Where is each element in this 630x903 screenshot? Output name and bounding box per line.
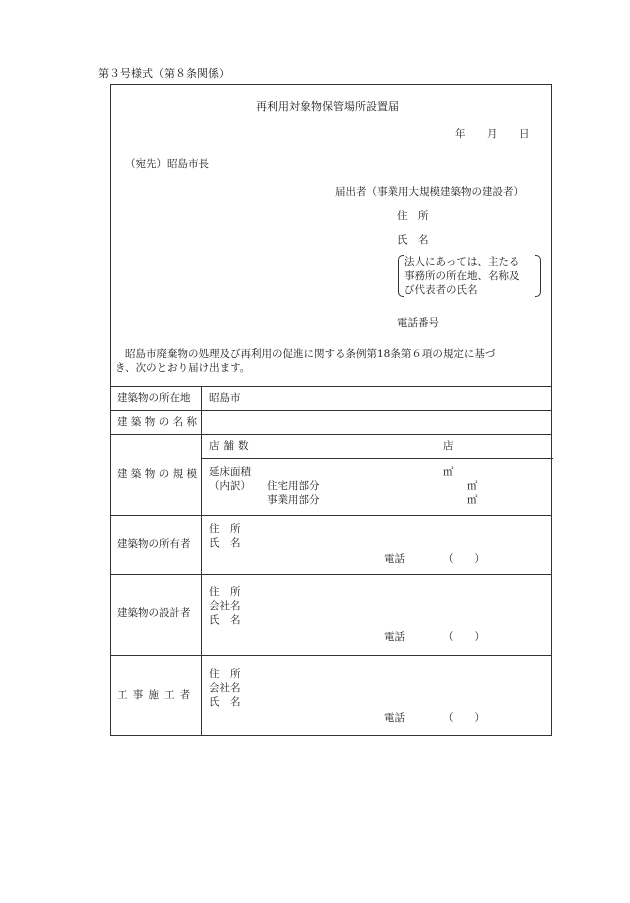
owner-phone-label: 電話 xyxy=(384,553,405,565)
corp-note-line-3: び代表者の氏名 xyxy=(404,284,478,296)
business-unit: ㎡ xyxy=(467,494,478,506)
store-count-label: 店舗数 xyxy=(209,440,253,452)
contractor-phone-parens[interactable]: （ ） xyxy=(443,712,485,724)
designer-name-label: 氏 名 xyxy=(209,614,241,626)
notification-form xyxy=(110,84,552,736)
table-top-line xyxy=(111,386,551,387)
table-line-5 xyxy=(111,655,551,656)
corp-note-line-1: 法人にあっては、主たる xyxy=(404,256,520,268)
corp-note-right-bracket xyxy=(535,255,541,297)
contractor-phone-label: 電話 xyxy=(384,712,405,724)
contractor-company-label: 会社名 xyxy=(209,682,241,694)
breakdown-label: （内訳） xyxy=(209,480,251,492)
building-name-label: 建築物の名称 xyxy=(117,416,201,428)
form-number: 第３号様式（第８条関係） xyxy=(98,67,230,80)
designer-phone-label: 電話 xyxy=(384,631,405,643)
designer-company-label: 会社名 xyxy=(209,600,241,612)
location-value[interactable]: 昭島市 xyxy=(209,392,241,404)
date-month[interactable]: 月 xyxy=(487,128,498,140)
owner-address-label: 住 所 xyxy=(209,523,241,535)
notifier-address-label[interactable]: 住 所 xyxy=(397,210,429,222)
contractor-name-label: 氏 名 xyxy=(209,696,241,708)
scale-label: 建築物の規模 xyxy=(117,468,201,480)
location-label: 建築物の所在地 xyxy=(117,392,191,404)
owner-name-label: 氏 名 xyxy=(209,537,241,549)
owner-label: 建築物の所有者 xyxy=(117,538,191,550)
corp-note-line-2: 事務所の所在地、名称及 xyxy=(404,270,520,282)
table-line-2 xyxy=(111,434,551,435)
table-line-scale-inner xyxy=(201,458,553,459)
table-line-1 xyxy=(111,410,551,411)
date-year[interactable]: 年 xyxy=(455,128,466,140)
addressee: （宛先）昭島市長 xyxy=(125,158,209,170)
residential-unit: ㎡ xyxy=(467,480,478,492)
floor-area-label: 延床面積 xyxy=(209,466,251,478)
floor-area-unit: ㎡ xyxy=(443,466,454,478)
statement-line-1: 昭島市廃棄物の処理及び再利用の促進に関する条例第18条第６項の規定に基づ xyxy=(125,348,496,360)
business-label: 事業用部分 xyxy=(267,494,320,506)
owner-phone-parens[interactable]: （ ） xyxy=(443,553,485,565)
form-title: 再利用対象物保管場所設置届 xyxy=(256,100,399,113)
notifier-name-label[interactable]: 氏 名 xyxy=(397,234,429,246)
date-day[interactable]: 日 xyxy=(519,128,530,140)
designer-phone-parens[interactable]: （ ） xyxy=(443,631,485,643)
notifier-phone-label[interactable]: 電話番号 xyxy=(397,317,439,329)
contractor-label: 工事施工者 xyxy=(117,689,196,701)
statement-line-2: き、次のとおり届け出ます。 xyxy=(115,362,251,374)
table-label-divider xyxy=(201,386,202,736)
contractor-address-label: 住 所 xyxy=(209,668,241,680)
notifier-label: 届出者（事業用大規模建築物の建設者） xyxy=(335,186,524,198)
table-line-4 xyxy=(111,574,551,575)
designer-label: 建築物の設計者 xyxy=(117,607,191,619)
table-line-3 xyxy=(111,515,551,516)
residential-label: 住宅用部分 xyxy=(267,480,320,492)
designer-address-label: 住 所 xyxy=(209,586,241,598)
store-count-unit: 店 xyxy=(443,440,454,452)
